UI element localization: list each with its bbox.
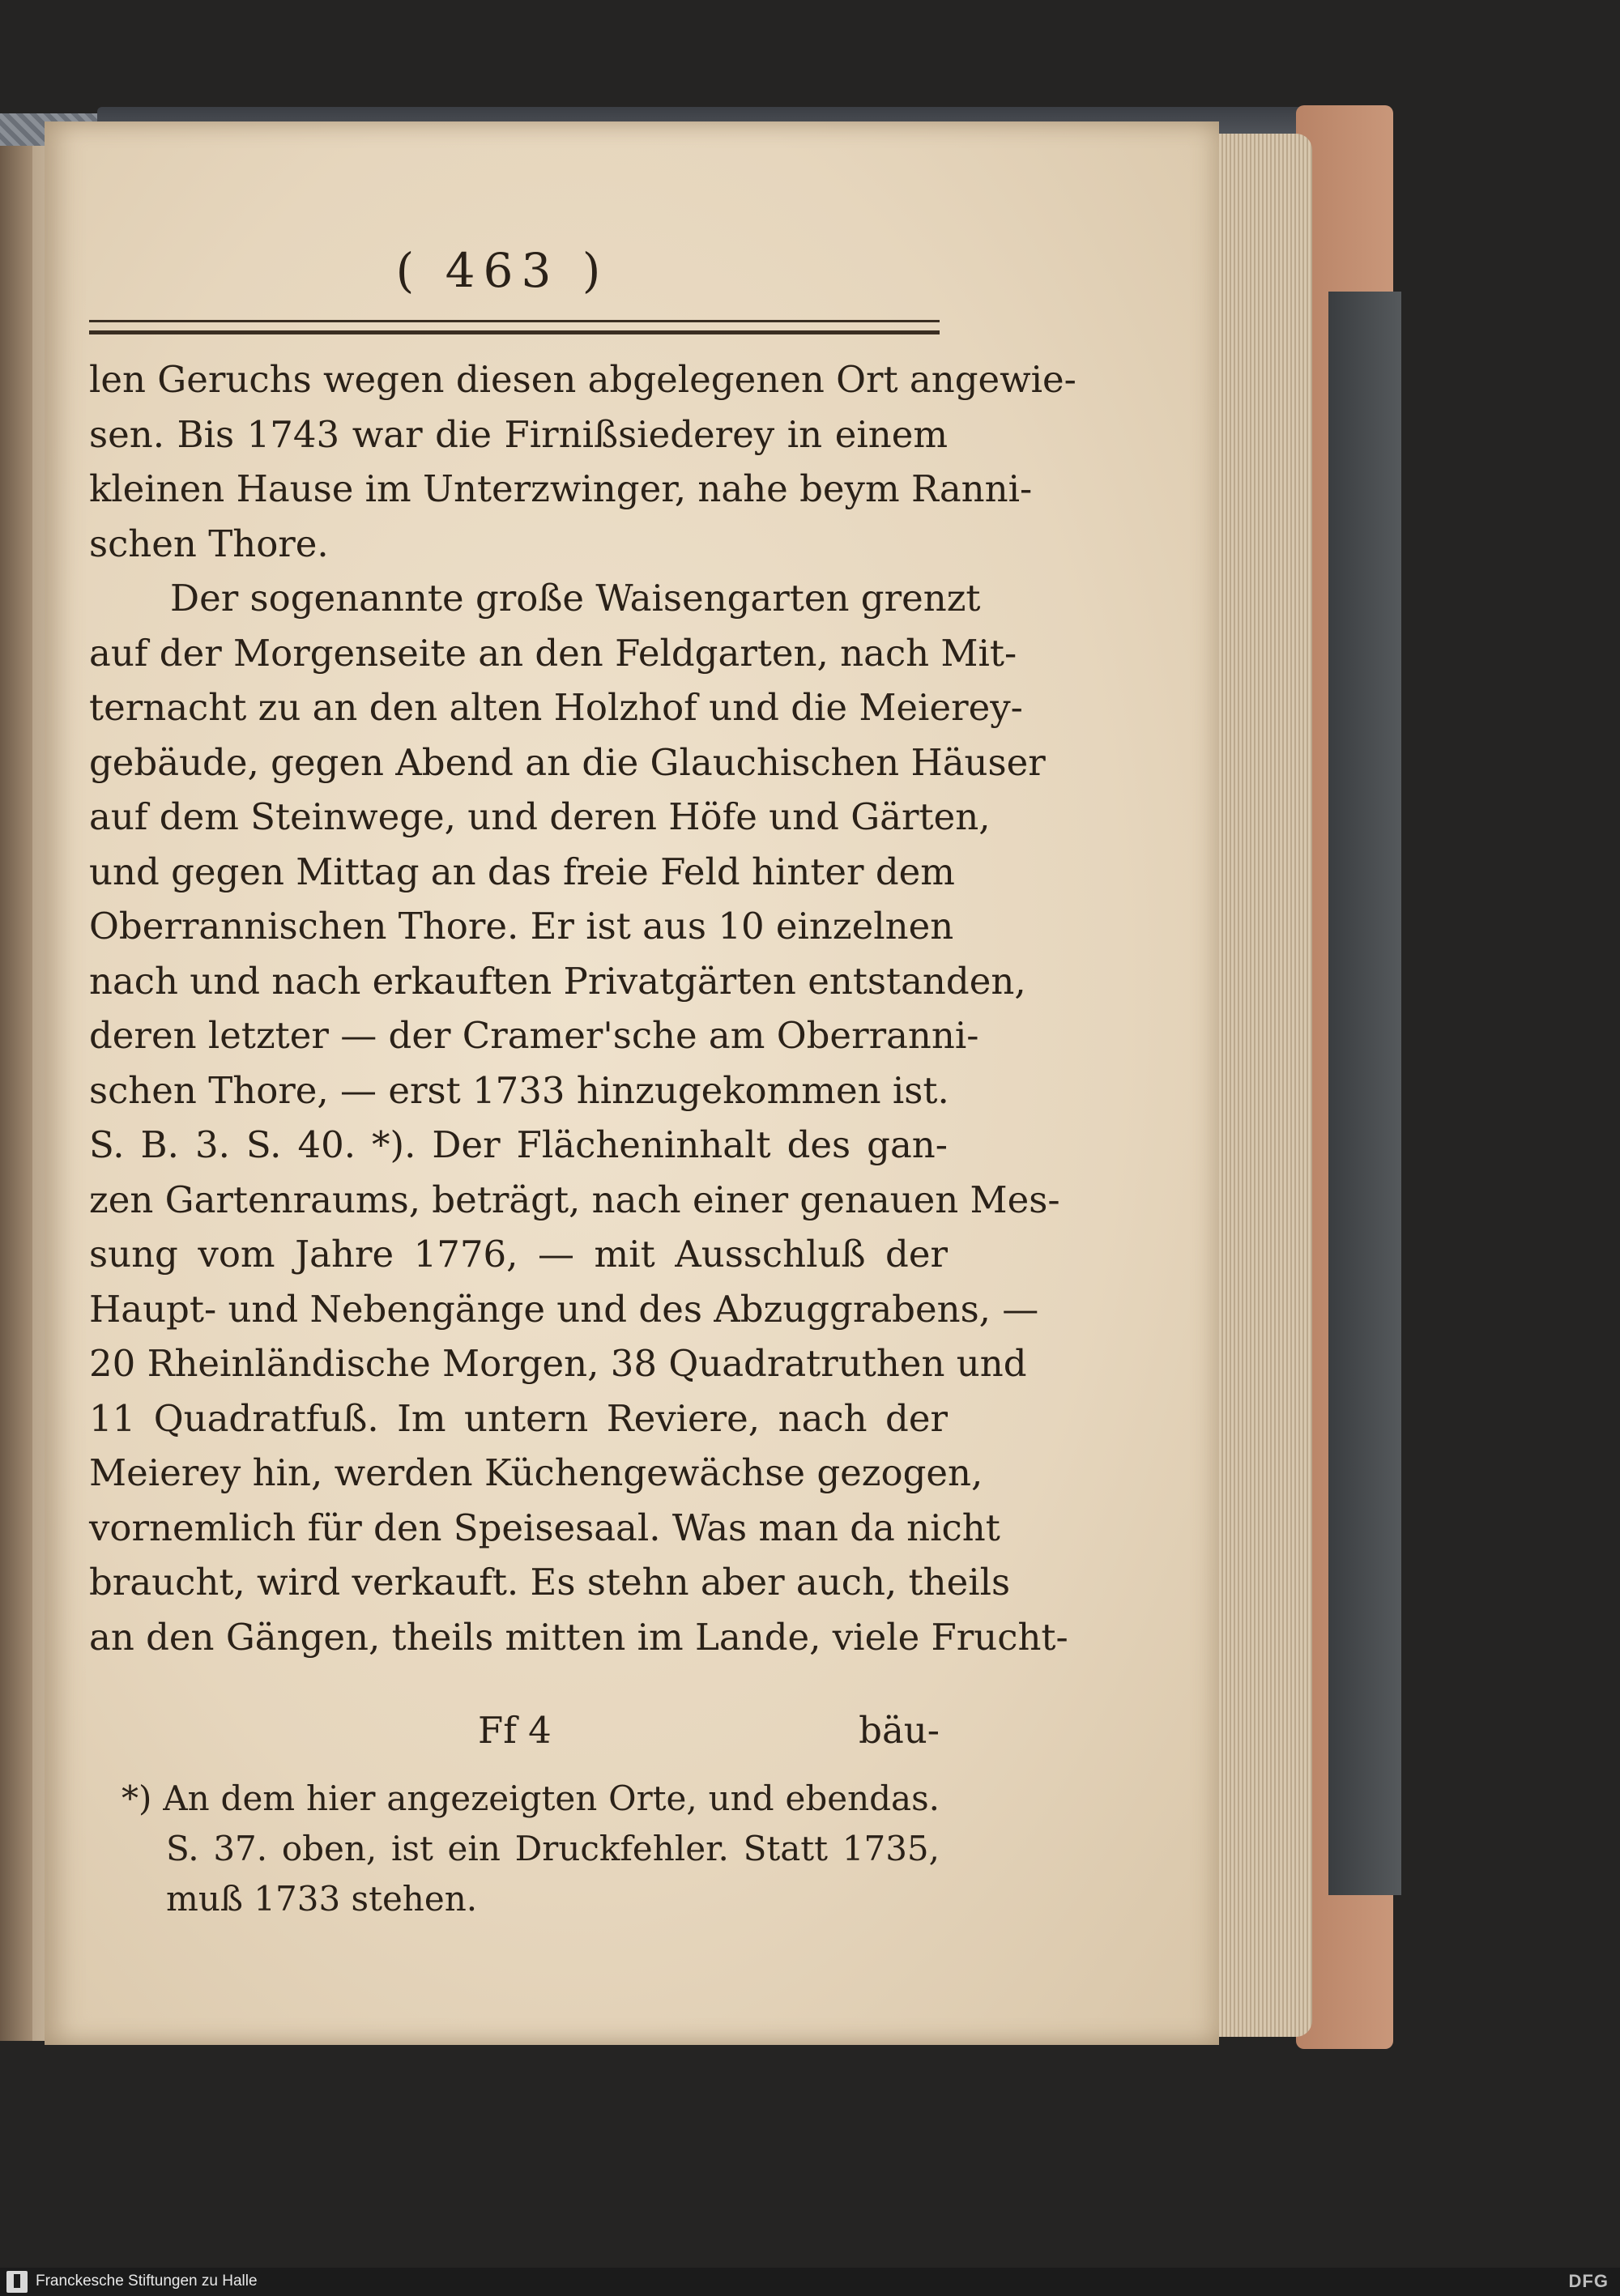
header-rule [89,320,940,334]
text-line: auf dem Steinwege, und deren Höfe und Gärten, [89,795,991,838]
text-line: deren letzter — der Cramer'sche am Oberranni- [89,1014,979,1057]
dfg-badge: DFG [1568,2271,1609,2291]
text-line: kleinen Hause im Unterzwinger, nahe beym Ranni- [89,467,1033,510]
text-line: Meierey hin, werden Küchengewächse gezogen, [89,1451,983,1494]
text-line: S. B. 3. S. 40. *). Der Flächeninhalt des gan- [89,1123,948,1166]
footnote-line: S. 37. oben, ist ein Druckfehler. Statt 1735, [166,1829,940,1868]
text-line: sen. Bis 1743 war die Firnißsiederey in einem [89,412,948,456]
text-line: braucht, wird verkauft. Es stehn aber auch, theils [89,1561,1011,1604]
cover-board [1328,292,1401,1895]
printer-signature: Ff 4 [478,1709,552,1752]
footer-bar [0,2268,1620,2296]
text-line: auf der Morgenseite an den Feldgarten, nach Mit- [89,631,1017,675]
franckesche-stiftungen-logo-icon [6,2271,28,2293]
page-number-header: ( 463 ) [395,243,609,298]
page-body-text [89,352,1076,1664]
text-line: zen Gartenraums, beträgt, nach einer genauen Mes- [89,1178,1060,1221]
text-line: vornemlich für den Speisesaal. Was man da nicht [89,1506,1000,1549]
left-book-edge [0,113,32,2041]
signature-line [89,1709,940,1763]
catchword: bäu- [859,1709,940,1752]
institution-name: Franckesche Stiftungen zu Halle [36,2273,258,2290]
text-line: an den Gängen, theils mitten im Lande, viele Frucht- [89,1615,1068,1659]
text-line: Haupt- und Nebengänge und des Abzuggrabens, — [89,1287,1039,1331]
footnote [122,1774,940,1924]
text-line: Der sogenannte große Waisengarten grenzt [170,577,981,620]
text-line: ternacht zu an den alten Holzhof und die Meierey- [89,686,1023,729]
footnote-line: muß 1733 stehen. [166,1879,478,1919]
text-line: 11 Quadratfuß. Im untern Reviere, nach der [89,1396,948,1440]
text-line: und gegen Mittag an das freie Feld hinter dem [89,850,955,893]
text-line: nach und nach erkauften Privatgärten entstanden, [89,959,1026,1003]
text-line: gebäude, gegen Abend an die Glauchischen Häuser [89,740,1046,784]
footnote-line: *) An dem hier angezeigten Orte, und ebendas. [122,1778,940,1818]
text-line: Oberrannischen Thore. Er ist aus 10 einzelnen [89,905,954,948]
text-line: sung vom Jahre 1776, — mit Ausschluß der [89,1233,948,1276]
text-line: len Geruchs wegen diesen abgelegenen Ort angewie- [89,358,1076,401]
text-line: schen Thore, — erst 1733 hinzugekommen ist. [89,1068,949,1112]
text-line: schen Thore. [89,522,329,565]
text-line: 20 Rheinländische Morgen, 38 Quadratruthen und [89,1342,1027,1385]
